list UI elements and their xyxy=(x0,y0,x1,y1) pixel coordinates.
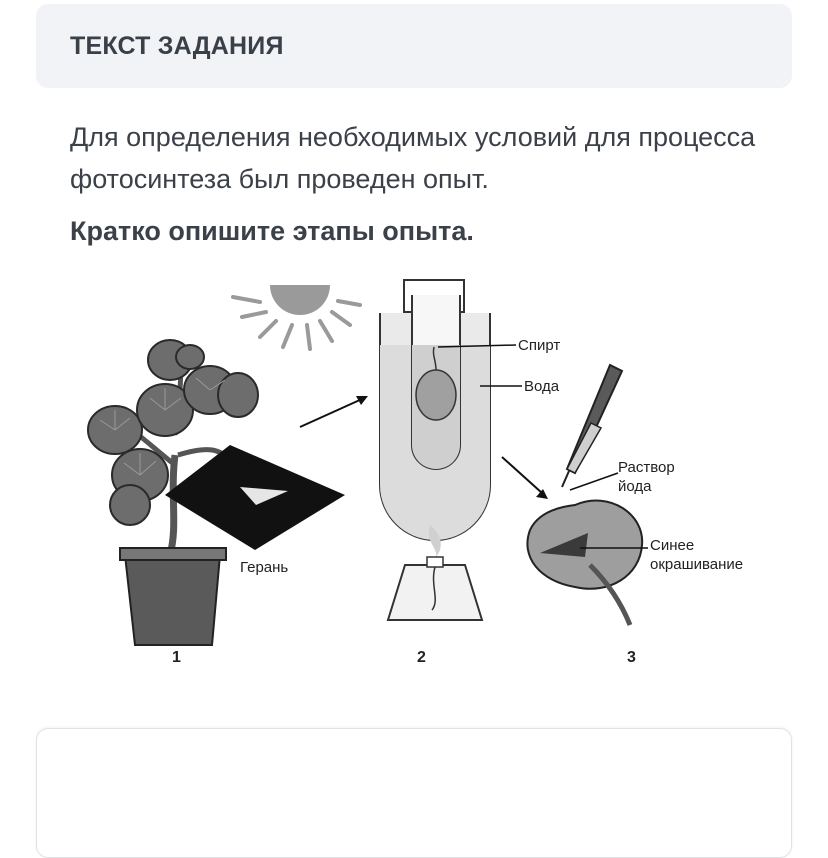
step-number-3: 3 xyxy=(627,649,636,666)
label-water: Вода xyxy=(524,378,560,395)
label-blue-line2: окрашивание xyxy=(650,556,744,573)
geranium-plant xyxy=(88,340,345,645)
water-bath-apparatus xyxy=(380,280,490,620)
label-alcohol: Спирт xyxy=(518,337,561,354)
label-iodine-line2: йода xyxy=(618,478,652,495)
experiment-illustration xyxy=(70,265,760,685)
label-geranium: Герань xyxy=(240,559,289,576)
task-header xyxy=(36,4,792,88)
header-title: ТЕКСТ ЗАДАНИЯ xyxy=(70,31,284,60)
task-paragraph: Для определения необходимых условий для процесса фотосинтеза был проведен опыт. xyxy=(70,122,756,194)
label-iodine-line1: Раствор xyxy=(618,459,675,476)
experiment-figure xyxy=(70,265,760,685)
task-question: Кратко опишите этапы опыта. xyxy=(70,216,474,246)
label-blue-line1: Синее xyxy=(650,537,695,554)
step-number-1: 1 xyxy=(172,649,181,666)
iodine-pipette xyxy=(562,365,622,487)
step-number-2: 2 xyxy=(417,649,426,666)
arrow-2-to-3-icon xyxy=(502,457,548,499)
tested-leaf xyxy=(527,501,642,625)
answer-input[interactable] xyxy=(36,728,792,858)
arrow-1-to-2-icon xyxy=(300,396,368,427)
sun-icon xyxy=(233,285,360,349)
